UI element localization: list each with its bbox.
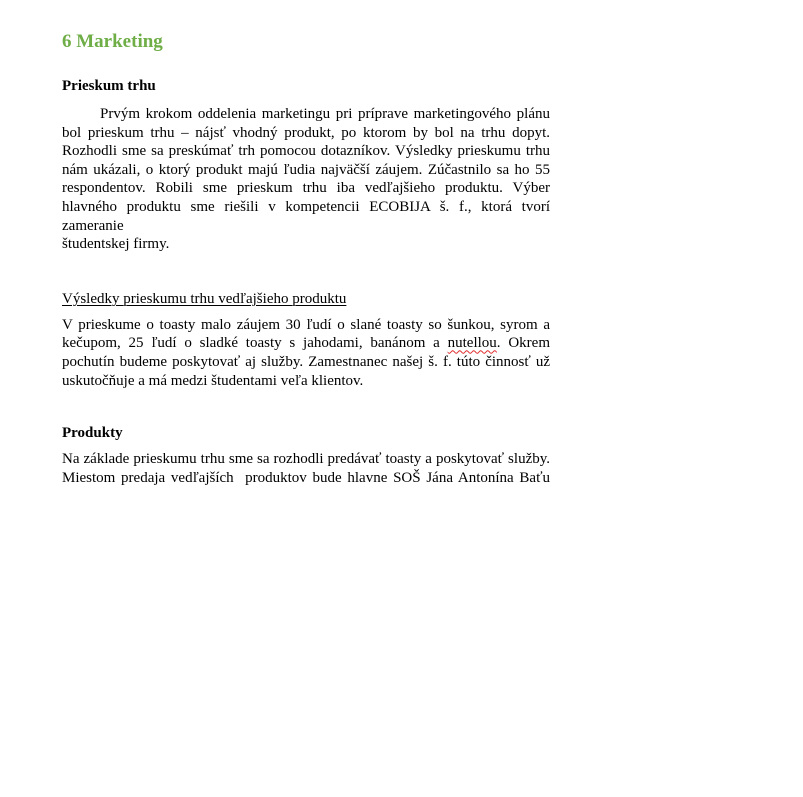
document-content [62, 0, 550, 487]
paragraph-line: uskutočňuje a má medzi študentami veľa klientov. [62, 372, 364, 389]
paragraph-line: nám ukázali, o ktorý produkt majú ľudia najväčší záujem. Zúčastnilo sa ho 55 [62, 161, 550, 178]
line-text-after: . Okrem [496, 335, 550, 352]
paragraph-line: bol prieskum trhu – nájsť vhodný produkt, po ktorom by bol na trhu dopyt. [62, 124, 550, 141]
page-title: 6 Marketing [62, 31, 163, 52]
paragraph-line: respondentov. Robili sme prieskum trhu iba vedľajšieho produktu. Výber [62, 180, 550, 197]
heading-prieskum-trhu: Prieskum trhu [62, 78, 156, 94]
heading-vysledky-prieskumu: Výsledky prieskumu trhu vedľajšieho produktu [62, 290, 347, 307]
paragraph-prieskum-trhu [62, 105, 550, 254]
paragraph-line [62, 334, 550, 353]
paragraph-line: Na základe prieskumu trhu sme sa rozhodli predávať toasty a poskytovať služby. [62, 451, 550, 468]
paragraph-line: Miestom predaja vedľajších produktov bude hlavne SOŠ Jána Antonína Baťu [62, 469, 550, 486]
paragraph-produkty [62, 450, 550, 487]
paragraph-line: V prieskume o toasty malo záujem 30 ľudí o slané toasty so šunkou, syrom a [62, 316, 550, 333]
paragraph-line: Prvým krokom oddelenia marketingu pri príprave marketingového plánu [100, 106, 550, 122]
paragraph-line: pochutín budeme poskytovať aj služby. Zamestnanec našej š. f. túto činnosť už [62, 353, 550, 370]
misspelled-word: nutellou [447, 335, 497, 352]
heading-produkty: Produkty [62, 425, 123, 442]
paragraph-line: Rozhodli sme sa preskúmať trh pomocou dotazníkov. Výsledky prieskumu trhu [62, 143, 550, 160]
paragraph-line: hlavného produktu sme riešili v kompetencii ECOBIJA š. f., ktorá tvorí zameranie [62, 198, 550, 234]
paragraph-line: študentskej firmy. [62, 236, 170, 253]
paragraph-vysledky [62, 316, 550, 390]
line-text-before: kečupom, 25 ľudí o sladké toasty s jahodami, banánom a [62, 335, 448, 352]
